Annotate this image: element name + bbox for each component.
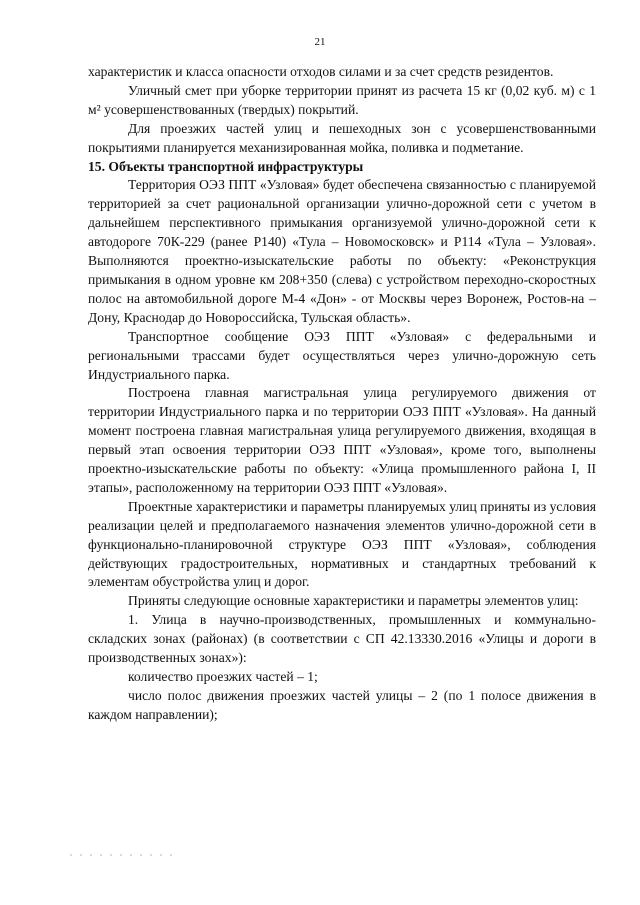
paragraph-street-sweepings: Уличный смет при уборке территории принят из расчета 15 кг (0,02 куб. м) с 1 м² усовершенствованных (твердых) покрытий. xyxy=(88,82,596,117)
scan-artifact xyxy=(66,852,176,858)
paragraph-territory-connectivity: Территория ОЭЗ ППТ «Узловая» будет обеспечена связанностью с планируемой территорией за счет рациональной организации улично-дорожной сети с учетом в дальнейшем перспективного примыкания организуемой улично-дорожной сети к автодороге 70К-229 (ранее Р140) «Тула – Новомосковск» и Р114 «Тула – Узловая». Выполняются проектно-изыскательские работы по объекту: «Реконструкция примыкания в одном уровне км 208+350 (слева) с устройством переходно-скоростных полос на автомобильной дороге М-4 «Дон» - от Москвы через Воронеж, Ростов-на –Дону, Краснодар до Новороссийска, Тульская область». xyxy=(88,177,596,325)
section-heading: 15. Объекты транспортной инфраструктуры xyxy=(88,158,364,174)
paragraph-street-cleaning: Для проезжих частей улиц и пешеходных зон с усовершенствованными покрытиями планируется механизированная мойка, поливка и подметание. xyxy=(88,120,596,155)
paragraph-design-characteristics: Проектные характеристики и параметры планируемых улиц приняты из условия реализации целей и предполагаемого назначения элементов улично-дорожной сети в функционально-планировочной структуре ОЭЗ ППТ «Узловая», соблюдения действующих градостроительных, нормативных и стандартных требований к элементам обустройства улиц и дорог. xyxy=(88,498,596,590)
paragraph-continuation: характеристик и класса опасности отходов силами и за счет средств резидентов. xyxy=(88,64,554,79)
document-body xyxy=(88,63,596,725)
list-item-carriageways-count: количество проезжих частей – 1; xyxy=(128,669,318,684)
list-item-industrial-street: 1. Улица в научно-производственных, промышленных и коммунально-складских зонах (районах) (в соответствии с СП 42.13330.2016 «Улицы и дороги в производственных зонах»): xyxy=(88,612,596,666)
paragraph-accepted-parameters: Приняты следующие основные характеристики и параметры элементов улиц: xyxy=(128,593,579,609)
page-number: 21 xyxy=(314,36,326,48)
list-item-lanes-count: число полос движения проезжих частей улицы – 2 (по 1 полосе движения в каждом направлении); xyxy=(88,687,596,722)
paragraph-main-street: Построена главная магистральная улица регулируемого движения от территории Индустриального парка и по территории ОЭЗ ППТ «Узловая». На данный момент построена главная магистральная улица регулируемого движения, входящая в первый этап освоения территории ОЭЗ ППТ «Узловая», кроме того, выполнены проектно-изыскательские работы по объекту: «Улица промышленного района I, II этапы», расположенному на территории ОЭЗ ППТ «Узловая». xyxy=(88,385,596,495)
paragraph-transport-links: Транспортное сообщение ОЭЗ ППТ «Узловая» с федеральными и региональными трассами будет осуществляться через улично-дорожную сеть Индустриального парка. xyxy=(88,328,596,382)
